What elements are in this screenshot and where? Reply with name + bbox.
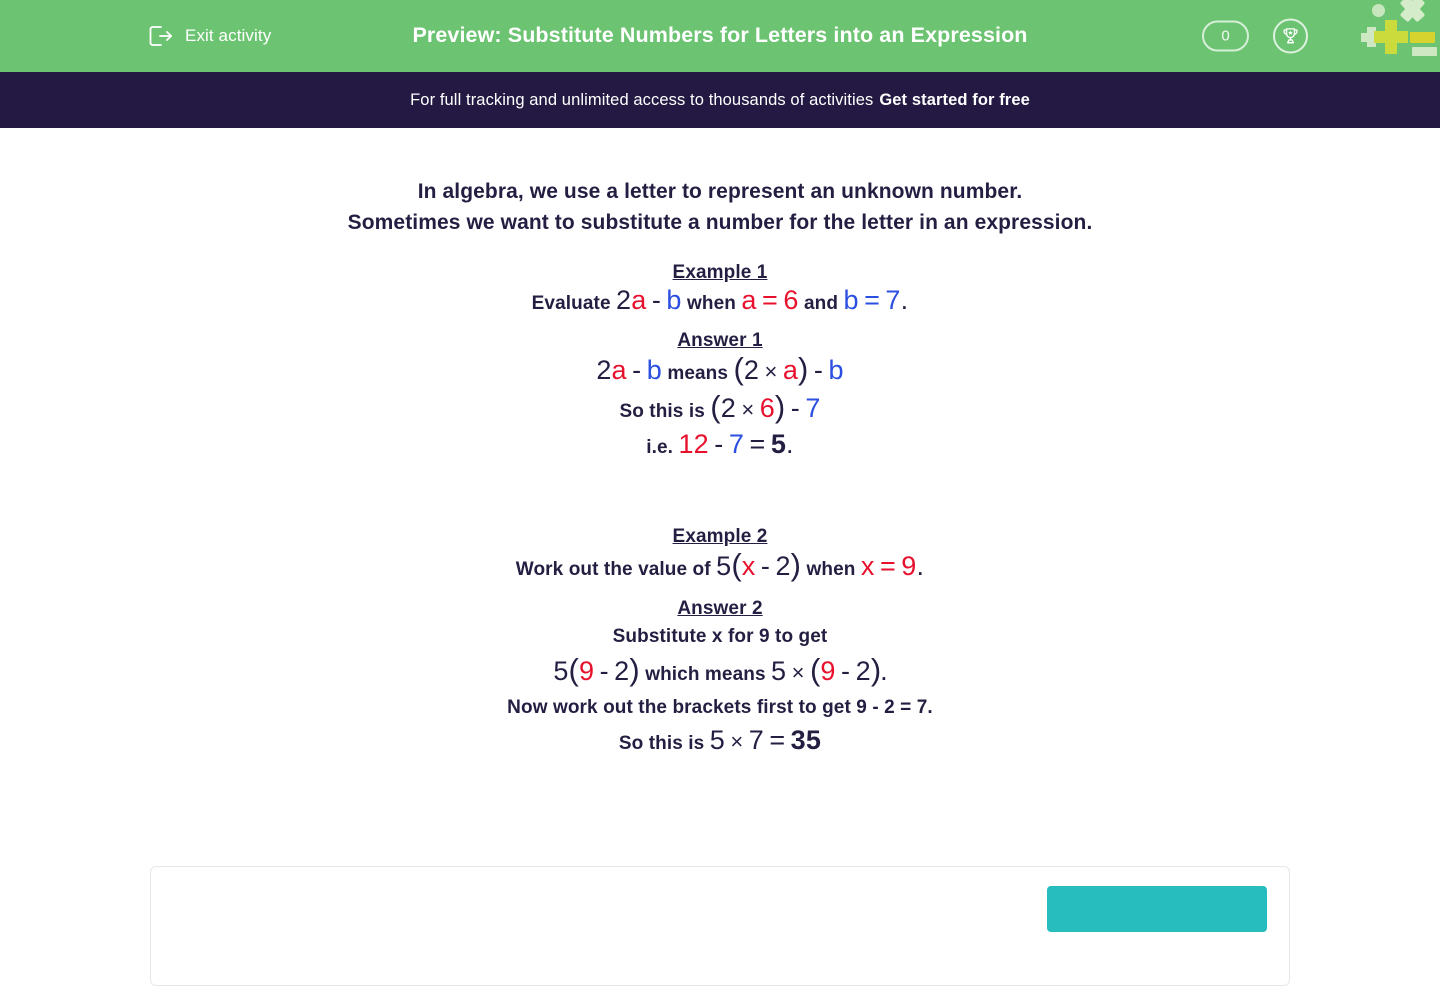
a1-l3-result: 5 [770, 429, 787, 459]
a1-open-paren: ( [733, 351, 744, 386]
ex2-five: 5 [716, 551, 732, 581]
ex1-var-a: a [631, 285, 647, 315]
ex1-a-value: 6 [783, 285, 799, 315]
a2-period: . [881, 664, 887, 685]
ex1-minus: - [651, 285, 662, 315]
ex2-var-x: x [741, 551, 756, 581]
ex2-open-paren: ( [731, 547, 742, 582]
ex1-b-value: 7 [885, 285, 901, 315]
a1-l3-twelve: 12 [678, 429, 709, 459]
a2-two-2: 2 [855, 656, 871, 686]
a2-nine-2: 9 [820, 656, 836, 686]
answer-card [150, 866, 1290, 986]
answer-1-line-2 [0, 390, 1440, 428]
a1-l2-two: 2 [720, 393, 736, 423]
promo-banner [0, 72, 1440, 128]
app-header [0, 0, 1440, 72]
trophy-button[interactable] [1273, 19, 1308, 54]
page-title: Preview: Substitute Numbers for Letters into an Expression [412, 23, 1028, 47]
a2-l4-result: 35 [790, 725, 822, 755]
a1-l2-open-paren: ( [710, 389, 721, 424]
a2-l4-seven: 7 [748, 725, 764, 755]
answer-2-line-4 [0, 724, 1440, 760]
a1-means: means [667, 363, 729, 384]
ex2-x-label: x [860, 551, 875, 581]
answer-2-heading: Answer 2 [677, 598, 763, 619]
a1-close-paren: ) [798, 351, 809, 386]
a1-l3-minus: - [714, 429, 724, 459]
answer-2-line-1: Substitute x for 9 to get [612, 626, 828, 647]
a1-l2-minus: - [790, 393, 800, 423]
a1-two: 2 [743, 355, 760, 385]
answer-1-heading: Answer 1 [677, 330, 763, 351]
a1-l3-eq: = [749, 429, 766, 459]
intro-line-2: Sometimes we want to substitute a number for the letter in an expression. [347, 211, 1093, 234]
a1-l3-period: . [786, 429, 794, 459]
ex1-when: when [687, 293, 736, 314]
points-value: 0 [1221, 27, 1230, 45]
ex1-a-label: a [741, 285, 757, 315]
trophy-icon [1281, 27, 1300, 46]
a2-which-means: which means [645, 664, 766, 685]
ex2-prefix: Work out the value of [515, 559, 711, 580]
exit-arrow-icon [148, 24, 174, 48]
a2-l4-times: × [730, 729, 744, 754]
a1-l2-close-paren: ) [774, 389, 786, 424]
ex1-coef: 2 [616, 285, 632, 315]
a2-five-2: 5 [771, 656, 787, 686]
points-badge[interactable] [1202, 21, 1249, 52]
a2-open-paren: ( [568, 652, 579, 687]
confetti-plus-light-icon [1361, 27, 1381, 47]
ex2-minus: - [760, 551, 771, 581]
a2-l4-eq: = [769, 725, 786, 755]
a1-l2-prefix: So this is [619, 401, 705, 422]
ex1-and: and [803, 293, 839, 314]
answer-2-line-2 [0, 653, 1440, 691]
a1-l3-seven: 7 [728, 429, 745, 459]
a1-coef: 2 [596, 355, 612, 385]
a2-times: × [791, 660, 805, 685]
example-2-heading: Example 2 [672, 526, 768, 547]
ex1-period: . [900, 285, 909, 315]
a1-l2-times: × [741, 397, 755, 422]
a1-times: × [764, 359, 778, 384]
a1-l2-six: 6 [759, 393, 775, 423]
confetti-plus-yellow-icon [1374, 20, 1408, 54]
confetti-cross-icon [1398, 0, 1426, 20]
confetti-bar-yellow-icon [1410, 32, 1435, 43]
a2-open-paren-2: ( [809, 652, 821, 687]
lesson-content [0, 128, 1440, 760]
ex1-prefix: Evaluate [531, 293, 611, 314]
exit-activity-button[interactable] [148, 24, 271, 48]
a2-close-paren-2: ) [870, 652, 882, 687]
ex2-close-paren: ) [790, 547, 802, 582]
a2-minus-2: - [841, 656, 851, 686]
example-2-statement [0, 548, 1440, 586]
answer-1-line-3 [0, 428, 1440, 464]
answer-2-line-3: Now work out the brackets first to get 9 - 2 = 7. [507, 697, 933, 718]
ex1-b-label: b [843, 285, 859, 315]
decorative-confetti [1360, 0, 1440, 58]
a1-l3-prefix: i.e. [646, 437, 674, 458]
a1-minus: - [632, 355, 642, 385]
answer-1-line-1 [0, 352, 1440, 390]
a2-close-paren: ) [629, 652, 640, 687]
a2-l4-prefix: So this is [618, 733, 705, 754]
example-1-heading: Example 1 [672, 262, 768, 283]
ex1-var-b: b [666, 285, 682, 315]
a2-l4-five: 5 [709, 725, 725, 755]
ex1-eq-2: = [864, 285, 881, 315]
intro-line-1: In algebra, we use a letter to represent an unknown number. [417, 180, 1023, 203]
get-started-link[interactable]: Get started for free [879, 90, 1030, 109]
confetti-bar-light-icon [1412, 47, 1437, 56]
next-button[interactable] [1047, 886, 1267, 932]
ex2-when: when [806, 559, 856, 580]
promo-text: For full tracking and unlimited access to thousands of activities [410, 90, 874, 109]
ex2-two: 2 [775, 551, 791, 581]
ex2-period: . [916, 551, 925, 581]
a1-bvar: b [828, 355, 844, 385]
ex1-eq-1: = [762, 285, 778, 315]
ex2-x-value: 9 [901, 551, 917, 581]
a2-nine: 9 [578, 656, 595, 686]
a1-avar: a [782, 355, 799, 385]
header-actions [1202, 19, 1308, 54]
a2-two: 2 [614, 656, 630, 686]
exit-activity-label: Exit activity [185, 26, 272, 45]
ex2-eq: = [879, 551, 896, 581]
example-1-statement [0, 284, 1440, 320]
a1-minus-2: - [813, 355, 824, 385]
a1-var-b: b [646, 355, 662, 385]
confetti-circle-icon [1372, 4, 1385, 17]
a1-l2-seven: 7 [805, 393, 821, 423]
a2-minus: - [599, 656, 609, 686]
a2-five: 5 [553, 656, 569, 686]
a1-var-a: a [611, 355, 627, 385]
